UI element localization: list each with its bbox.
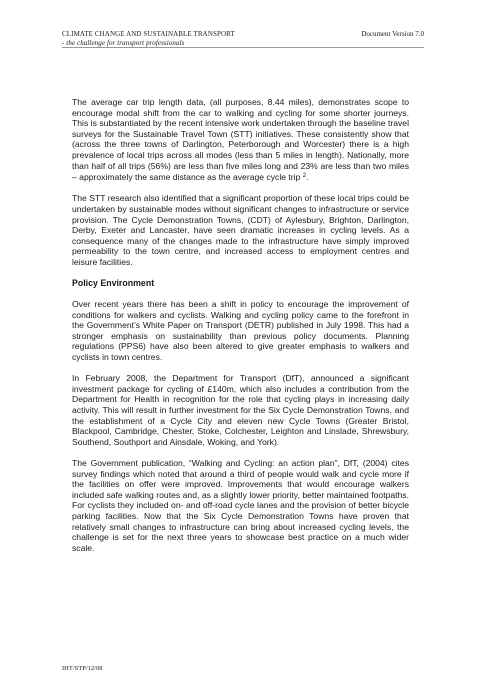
- header-subtitle: - the challenge for transport professionals: [62, 39, 185, 47]
- header-divider: [62, 47, 424, 48]
- paragraph-text: The average car trip length data, (all purposes, 8.44 miles), demonstrates scope to encourage modal shift from the car to walking and cycling for some shorter journeys. This is substantiated by the recent intensive work undertaken through the baseline travel surveys for the Sustainable Travel Town (STT) initiatives. These consistently show that (across the three towns of Darlington, Peterborough and Worcester) there is a high prevalence of local trips across all modes (less than 5 miles in length). Nationally, more than half of all trips (56%) are less than five miles long and 23% are less than two miles – approximately the same distance as the average cycle trip: [72, 97, 409, 183]
- paragraph-trip-length: [72, 97, 409, 183]
- running-header: [62, 30, 235, 48]
- header-title: CLIMATE CHANGE AND SUSTAINABLE TRANSPORT: [62, 30, 235, 38]
- paragraph-stt-research: The STT research also identified that a significant proportion of these local trips could be undertaken by sustainable modes without significant changes to infrastructure or service provision. The Cycle Demonstration Towns, (CDT) of Aylesbury, Brighton, Darlington, Derby, Exeter and Lancaster, have seen dramatic increases in cycling levels. As a consequence many of the changes made to the infrastructure have simply improved permeability to the town centre, and increased access to employment centres and leisure facilities.: [72, 193, 409, 267]
- paragraph-action-plan: The Government publication, “Walking and Cycling: an action plan”, DfT, (2004) cites survey findings which noted that around a third of people would walk and cycle more if the facilities on offer were improved. Improvements that would encourage walkers included safe walking routes and, as a slightly lower priority, better maintained footpaths. For cyclists they included on- and off-road cycle lanes and the provision of better bicycle parking facilities. Now that the Six Cycle Demonstration Towns have proven that relatively small changes to infrastructure can bring about increased cycling levels, the challenge is set for the next three years to showcase best practice on a much wider scale.: [72, 458, 409, 553]
- paragraph-end: .: [306, 172, 309, 183]
- paragraph-investment: In February 2008, the Department for Transport (DfT), announced a significant investment package for cycling of £140m, which also includes a contribution from the Department for Health in recognition for the role that cycling plays in increasing daily activity. This will result in further investment for the Six Cycle Demonstration Towns, and the establishment of a Cycle City and eleven new Cycle Towns (Greater Bristol, Blackpool, Cambridge, Chester, Stoke, Colchester, Leighton and Linslade, Shrewsbury, Southend, Southport and Ainsdale, Woking, and York).: [72, 373, 409, 447]
- document-body: [72, 97, 409, 564]
- footnote-marker: 2: [302, 173, 307, 180]
- document-version: Document Version 7.0: [361, 30, 424, 38]
- section-heading: Policy Environment: [72, 278, 155, 289]
- paragraph-policy-shift: Over recent years there has been a shift in policy to encourage the improvement of conditions for walkers and cyclists. Walking and cycling policy came to the forefront in the Government’s White Paper on Transport (DETR) published in July 1998. This had a stronger emphasis on sustainability than previous policy documents. Planning regulations (PPS6) have also been altered to give greater emphasis to walkers and cyclists in town centres.: [72, 299, 409, 363]
- footer-code: IHT/STP/12/08: [62, 665, 103, 672]
